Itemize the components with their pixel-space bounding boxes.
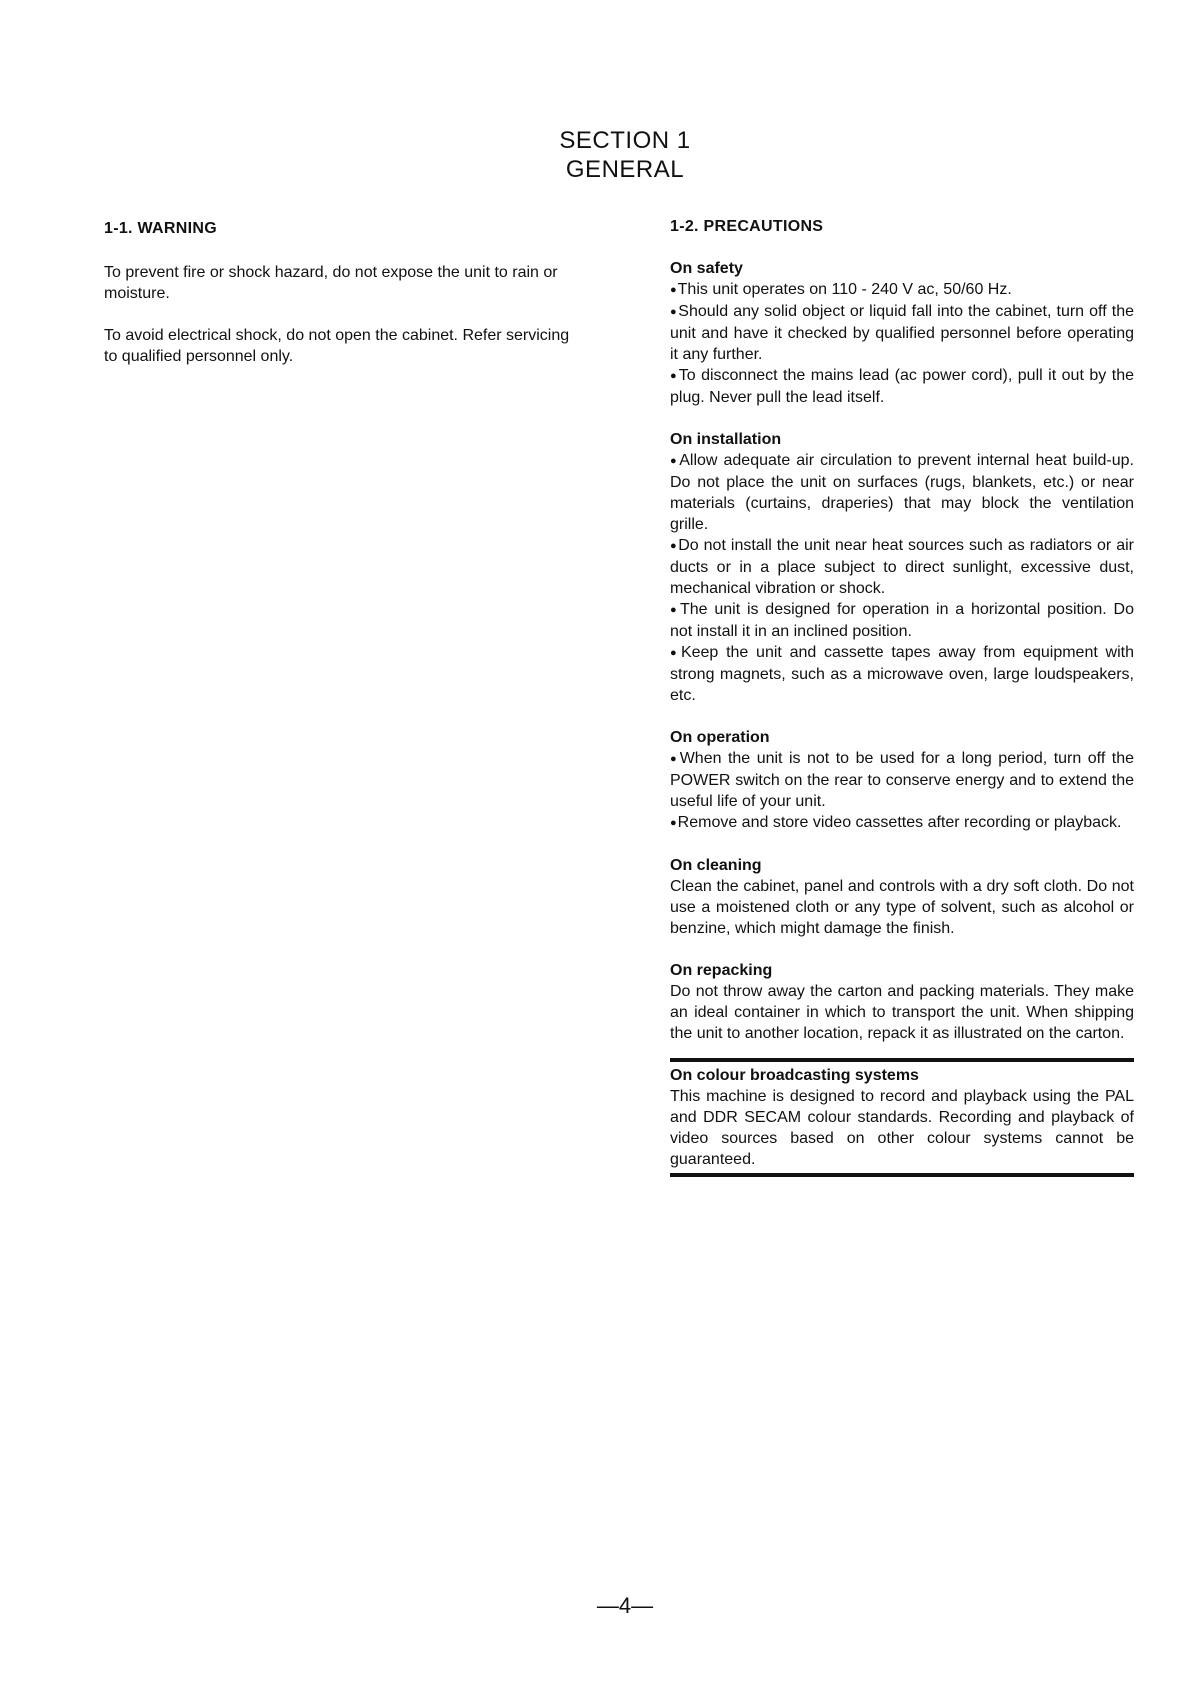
operation-block <box>670 727 1134 834</box>
colour-systems-heading: On colour broadcasting systems <box>670 1067 919 1084</box>
repacking-text: Do not throw away the carton and packing materials. They make an ideal container in which to transport the unit. When shipping the unit to another location, repack it as illustrated on the carton. <box>670 983 1134 1042</box>
repacking-block <box>670 960 1134 1044</box>
section-title <box>0 126 1191 184</box>
safety-block <box>670 258 1134 408</box>
cleaning-block <box>670 855 1134 939</box>
installation-item: ● Keep the unit and cassette tapes away from equipment with strong magnets, such as a microwave oven, large loudspeakers, etc. <box>670 642 1134 706</box>
installation-block <box>670 429 1134 706</box>
colour-systems-notice <box>670 1058 1134 1177</box>
cleaning-heading: On cleaning <box>670 857 762 874</box>
warning-paragraph: To avoid electrical shock, do not open the cabinet. Refer servicing to qualified personnel only. <box>104 327 570 365</box>
precautions-column <box>670 218 1134 1177</box>
cleaning-text: Clean the cabinet, panel and controls with a dry soft cloth. Do not use a moistened cloth or any type of solvent, such as alcohol or benzine, which might damage the finish. <box>670 878 1134 937</box>
colour-systems-text: This machine is designed to record and playback using the PAL and DDR SECAM colour standards. Recording and playback of video sources based on other colour systems cannot be guaranteed. <box>670 1088 1134 1168</box>
safety-heading: On safety <box>670 260 743 277</box>
installation-item: ● The unit is designed for operation in a horizontal position. Do not install it in an inclined position. <box>670 599 1134 642</box>
repacking-heading: On repacking <box>670 962 773 979</box>
installation-item: ● Do not install the unit near heat sources such as radiators or air ducts or in a place subject to direct sunlight, excessive dust, mechanical vibration or shock. <box>670 535 1134 599</box>
installation-heading: On installation <box>670 431 782 448</box>
section-number-title: SECTION 1 <box>559 127 691 154</box>
precautions-heading: 1-2. PRECAUTIONS <box>670 218 824 235</box>
operation-item: ● Remove and store video cassettes after recording or playback. <box>670 812 1134 834</box>
warning-paragraph: To prevent fire or shock hazard, do not expose the unit to rain or moisture. <box>104 264 558 302</box>
section-name-title: GENERAL <box>565 156 685 183</box>
safety-item: ● To disconnect the mains lead (ac power cord), pull it out by the plug. Never pull the lead itself. <box>670 365 1134 408</box>
warning-column <box>104 220 574 388</box>
safety-item: ● This unit operates on 110 - 240 V ac, 50/60 Hz. <box>670 279 1134 301</box>
warning-heading: 1-1. WARNING <box>104 220 217 237</box>
operation-heading: On operation <box>670 729 770 746</box>
operation-item: ● When the unit is not to be used for a long period, turn off the POWER switch on the rear to conserve energy and to extend the useful life of your unit. <box>670 748 1134 812</box>
installation-item: ● Allow adequate air circulation to prevent internal heat build-up. Do not place the unit on surfaces (rugs, blankets, etc.) or near materials (curtains, draperies) that may block the ventilation grille. <box>670 450 1134 535</box>
page-number: —4— <box>596 1593 654 1618</box>
safety-item: ● Should any solid object or liquid fall into the cabinet, turn off the unit and have it checked by qualified personnel before operating it any further. <box>670 301 1134 365</box>
